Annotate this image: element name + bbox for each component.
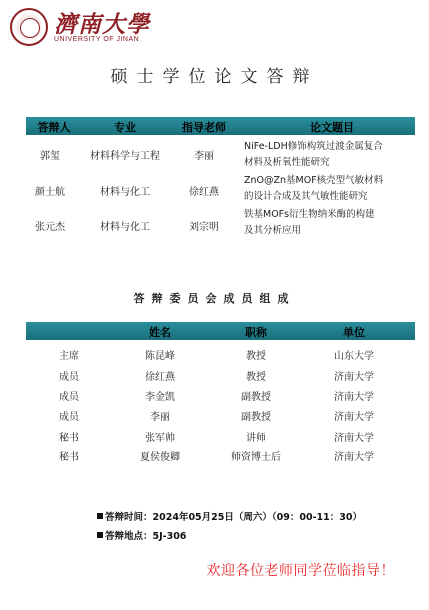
- major: 材料与化工: [100, 187, 150, 198]
- committee-row: 主席 陈昆峰 教授 山东大学: [59, 351, 374, 362]
- defense-place: 答辩地点：5J-306: [97, 528, 186, 542]
- student-name: 郭玺: [40, 151, 60, 162]
- committee-table-header: [26, 322, 415, 340]
- bullet-square-icon: [97, 513, 103, 519]
- committee-row: 秘书 张军帅 讲师 济南大学: [59, 433, 374, 444]
- university-logo: [10, 6, 150, 50]
- header-rank: 职称: [245, 326, 267, 339]
- header-name: 姓名: [149, 326, 171, 339]
- student-name: 颜士航: [35, 187, 65, 198]
- student-name: 张元杰: [35, 222, 65, 233]
- committee-row: 成员 李丽 副教授 济南大学: [59, 412, 374, 423]
- header-advisor: 指导老师: [182, 121, 226, 134]
- thesis-title: ZnO@Zn基MOF核壳型气敏材料 的设计合成及其气敏性能研究: [244, 175, 384, 202]
- header-student: 答辩人: [37, 121, 71, 134]
- header-unit: 单位: [343, 326, 365, 339]
- header-thesis: 论文题目: [310, 121, 354, 134]
- advisor: 刘宗明: [189, 222, 219, 233]
- thesis-title: NiFe-LDH修饰构筑过渡金属复合 材料及析氧性能研究: [244, 141, 383, 168]
- committee-row: 成员 徐红燕 教授 济南大学: [59, 372, 374, 383]
- welcome-message: 欢迎各位老师同学莅临指导！: [206, 563, 395, 579]
- logo-name-en: UNIVERSITY OF JINAN: [54, 36, 140, 43]
- header-major: 专业: [114, 121, 136, 134]
- defense-time: 答辩时间：2024年05月25日（周六）（09：00-11：30）: [97, 509, 362, 523]
- committee-row: 秘书 夏侯俊卿 师资博士后 济南大学: [59, 452, 374, 463]
- major: 材料科学与工程: [90, 151, 160, 162]
- thesis-title: 铁基MOFs衍生物纳米酶的构建 及其分析应用: [244, 209, 375, 236]
- bullet-square-icon: [97, 532, 103, 538]
- advisor: 徐红燕: [189, 187, 219, 198]
- logo-name-cn: 濟南大學: [54, 11, 150, 38]
- page-title: 硕士学位论文答辩: [110, 67, 319, 87]
- defense-table-header: [26, 117, 415, 135]
- university-seal-icon: [10, 8, 48, 46]
- advisor: 李丽: [194, 151, 214, 162]
- committee-title: 答辩委员会成员组成: [133, 292, 296, 305]
- major: 材料与化工: [100, 222, 150, 233]
- committee-row: 成员 李金凯 副教授 济南大学: [59, 392, 374, 403]
